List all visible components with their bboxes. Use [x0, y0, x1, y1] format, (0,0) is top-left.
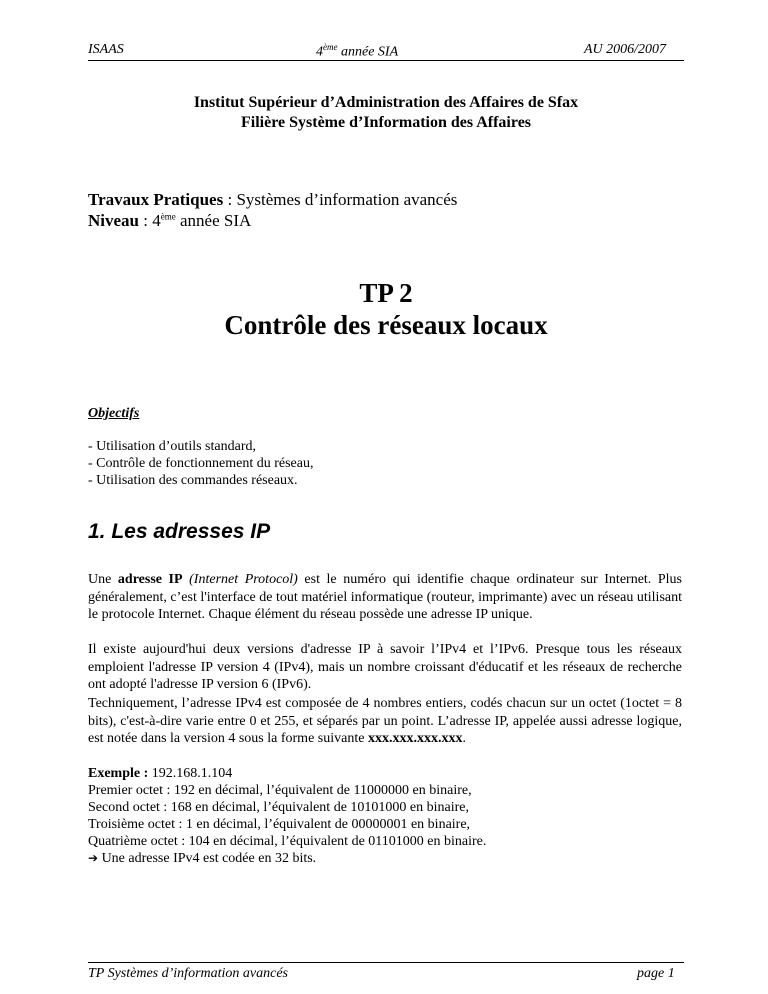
- institution-line-2: Filière Système d’Information des Affaires: [240, 114, 532, 131]
- footer-rule: [88, 962, 684, 963]
- level-line: Niveau : 4ème année SIA: [88, 211, 252, 230]
- arrow-right-icon: ➔: [88, 851, 99, 865]
- header-right: AU 2006/2007: [584, 42, 667, 57]
- tp-number: TP 2: [359, 278, 413, 308]
- footer-left: TP Systèmes d’information avancés: [88, 966, 288, 981]
- header-left: ISAAS: [88, 42, 124, 57]
- section-heading: 1. Les adresses IP: [88, 520, 271, 543]
- example-line: Quatrième octet : 104 en décimal, l’équivalent de 01101000 en binaire.: [88, 834, 487, 849]
- paragraph-2: Il existe aujourd'hui deux versions d'adresse IP à savoir l’IPv4 et l’IPv6. Presque tous les réseaux emploient l'adresse IP version 4 (IPv4), mais un nombre croissant d'éducatif et les réseaux de recherche ont adopté l'adresse IP version 6 (IPv6).: [88, 642, 682, 692]
- example-conclusion: ➔ Une adresse IPv4 est codée en 32 bits.: [88, 851, 317, 866]
- example-line: Second octet : 168 en décimal, l’équivalent de 10101000 en binaire,: [88, 800, 469, 815]
- objective-item: - Utilisation d’outils standard,: [88, 439, 256, 454]
- paragraph-1: Une adresse IP (Internet Protocol) est le numéro qui identifie chaque ordinateur sur Internet. Plus généralement, c’est l'interface de tout matériel informatique (routeur, imprimante) avec un réseau utilisant le protocole Internet. Chaque élément du réseau possède une adresse IP unique.: [88, 572, 683, 622]
- objective-item: - Utilisation des commandes réseaux.: [88, 473, 298, 488]
- example-line: Troisième octet : 1 en décimal, l’équivalent de 00000001 en binaire,: [88, 817, 471, 832]
- example-line: Premier octet : 192 en décimal, l’équivalent de 11000000 en binaire,: [88, 783, 472, 798]
- example-title: Exemple : 192.168.1.104: [88, 766, 233, 781]
- paragraph-3: Techniquement, l’adresse IPv4 est composée de 4 nombres entiers, codés chacun sur un octet (1octet = 8 bits), c'est-à-dire varie entre 0 et 255, et séparés par un point. L’adresse IP, appelée aussi adresse logique, est notée dans la version 4 sous la forme suivante xxx.xxx.xxx.xxx.: [88, 696, 682, 746]
- header-rule: [88, 60, 684, 61]
- institution-line-1: Institut Supérieur d’Administration des Affaires de Sfax: [193, 94, 579, 111]
- page-title: Contrôle des réseaux locaux: [224, 310, 548, 340]
- objectives-heading: Objectifs: [88, 406, 140, 421]
- course-line: Travaux Pratiques : Systèmes d’information avancés: [88, 190, 458, 209]
- page-number: page 1: [637, 966, 675, 981]
- objective-item: - Contrôle de fonctionnement du réseau,: [88, 456, 314, 471]
- header-center: 4ème année SIA: [316, 42, 399, 60]
